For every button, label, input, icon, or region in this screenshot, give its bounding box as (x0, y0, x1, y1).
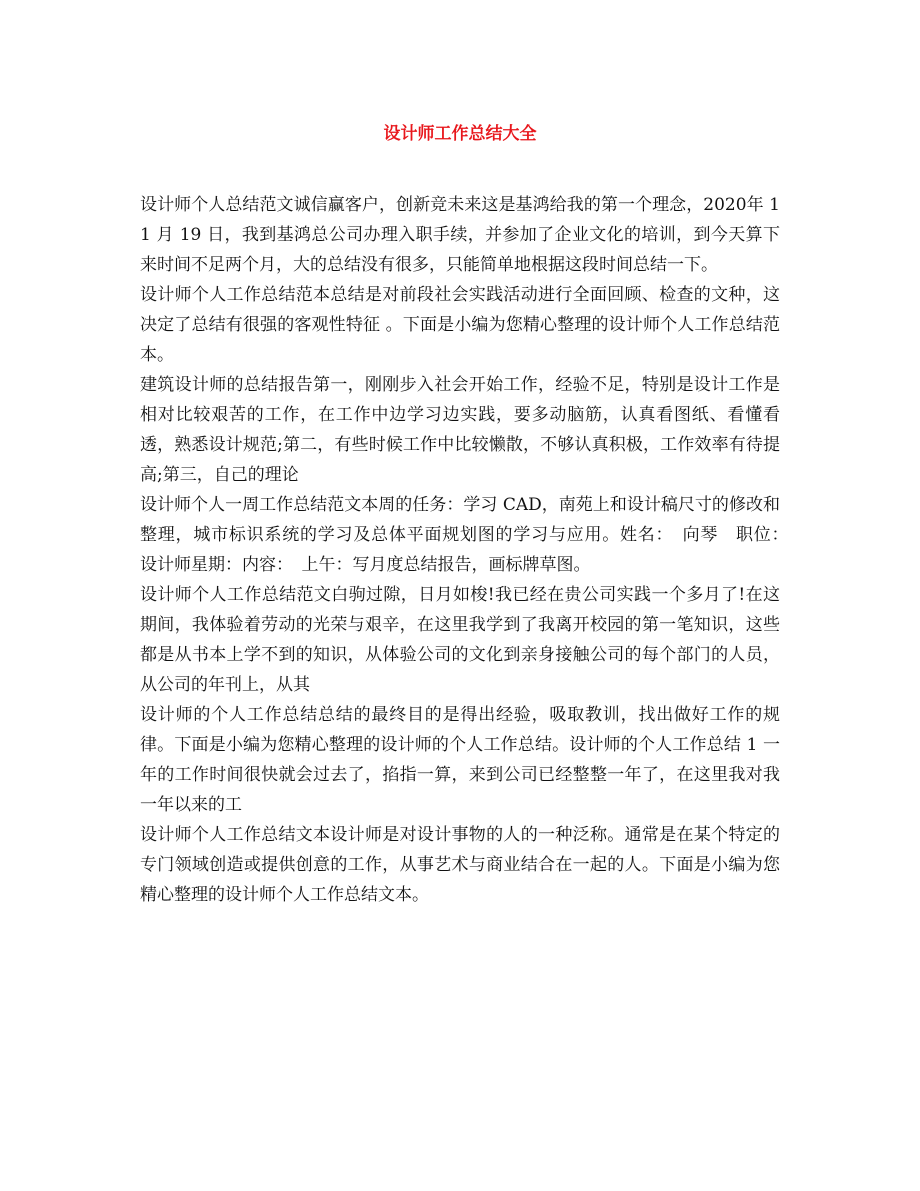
paragraph-architect-report: 建筑设计师的总结报告第一，刚刚步入社会开始工作，经验不足，特别是设计工作是相对比较艰苦的工作，在工作中边学习边实践，要多动脑筋，认真看图纸、看懂看透，熟悉设计规范;第二，有些时候工作中比较懒散，不够认真积极，工作效率有待提高;第三，自己的理论 (140, 375, 780, 485)
paragraph-summary-template: 设计师个人工作总结范本总结是对前段社会实践活动进行全面回顾、检查的文种，这决定了总结有很强的客观性特征 。下面是小编为您精心整理的设计师个人工作总结范本。 (140, 285, 780, 365)
paragraph-designer-definition: 设计师个人工作总结文本设计师是对设计事物的人的一种泛称。通常是在某个特定的专门领域创造或提供创意的工作，从事艺术与商业结合在一起的人。下面是小编为您精心整理的设计师个人工作总结文本。 (140, 825, 780, 905)
paragraph-internship-summary: 设计师个人工作总结范文白驹过隙，日月如梭!我已经在贵公司实践一个多月了!在这期间，我体验着劳动的光荣与艰辛，在这里我学到了我离开校园的第一笔知识，这些都是从书本上学不到的知识，从体验公司的文化到亲身接触公司的每个部门的人员，从公司的年刊上，从其 (140, 585, 780, 695)
document-title: 设计师工作总结大全 (383, 124, 537, 144)
paragraph-annual-summary: 设计师的个人工作总结总结的最终目的是得出经验，吸取教训，找出做好工作的规律。下面是小编为您精心整理的设计师的个人工作总结。设计师的个人工作总结 1 一年的工作时间很快就会过去了，掐指一算，来到公司已经整整一年了，在这里我对我一年以来的工 (140, 705, 780, 815)
document-body (140, 190, 797, 910)
paragraph-weekly-summary: 设计师个人一周工作总结范文本周的任务：学习 CAD，南苑上和设计稿尺寸的修改和整理，城市标识系统的学习及总体平面规划图的学习与应用。姓名： 向琴 职位： 设计师星期：内容： 上午：写月度总结报告，画标牌草图。 (140, 495, 797, 575)
paragraph-intro-summary: 设计师个人总结范文诚信赢客户，创新竞未来这是基鸿给我的第一个理念，2020年 11 月 19 日，我到基鸿总公司办理入职手续，并参加了企业文化的培训，到今天算下来时间不足两个月，大的总结没有很多，只能简单地根据这段时间总结一下。 (140, 195, 780, 275)
